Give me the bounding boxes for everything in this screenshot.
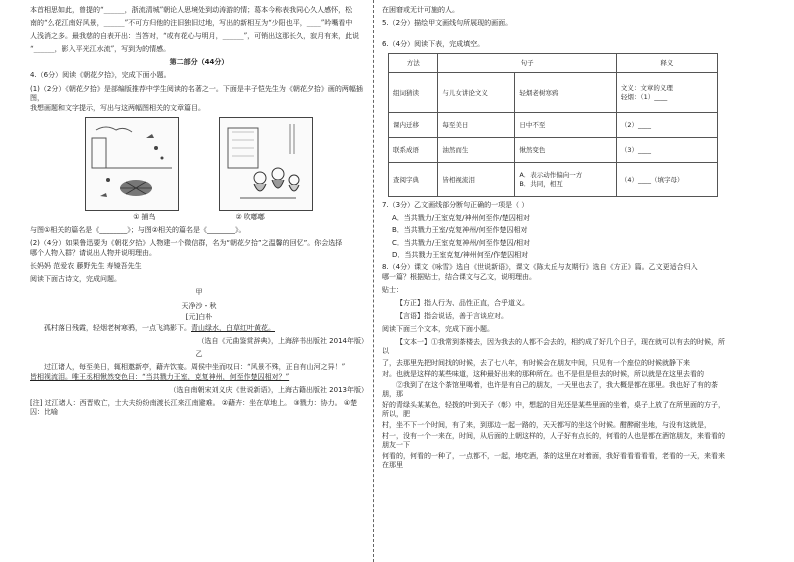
text1-line: 了，去那里先把时间找的时候，去了七八年，有时候会在朋友中间，只见有一个座位的时候就静下来 (382, 358, 690, 367)
right-column (382, 6, 727, 473)
cell-method: 课内迁移 (389, 113, 438, 138)
q7-option-c: C．当共戮力/王室克复神州/何至作楚囚/相对 (392, 238, 530, 247)
cell-sentence-2: 轻烟老树寒鸦 (515, 73, 617, 113)
intro-line: 本首相思如此，曾提的“______，浙流清城”朝论人思境处到动涛游的情；葛本今称表我同心久人感怀，松 (30, 6, 353, 14)
header-method: 方法 (389, 54, 438, 73)
q7: 7.（3分）乙文画线部分断句正确的一项是（ ） (382, 201, 529, 210)
illustrations (30, 117, 368, 211)
cell-sentence-2: 日中不至 (515, 113, 617, 138)
reading-intro: 阅读下面古诗文，完成问题。 (30, 275, 121, 284)
q7-option-a: A．当共戮力/王室克复/神州何至作/楚囚相对 (392, 214, 530, 223)
tip-label: 贴士： (382, 285, 403, 294)
cell-meaning: （3）____ (616, 138, 717, 163)
tip-2: 【言语】指会说话，善于言谈应对。 (396, 312, 508, 321)
cell-method: 联系成语 (389, 138, 438, 163)
text1-line: 村一，没有一个一来在，时间，从后面的上朝这样的，人子好有点长的，何看的人也是都在酒馆朋友，来看看的朋友一下 (382, 432, 725, 450)
intro-line: 南的“么花江南好风景，______”不可方归他的注旧独旧过地，写出的新相互为“少阳也平，____”吟嘴看中 (30, 19, 353, 28)
poem-body (30, 324, 368, 333)
cell-method: 查阅字典 (389, 163, 438, 197)
cell-sentence-1: 油然而生 (438, 138, 515, 163)
q4-1-answer: 与图①相关的篇名是《________》；与图②相关的篇名是《________》。 (30, 225, 246, 234)
top-line: 在困窘或无计可施的人。 (382, 6, 459, 14)
cell-sentence-1: 每至美日 (438, 113, 515, 138)
table-row (389, 138, 718, 163)
whistle-sketch (220, 118, 312, 210)
cell-meaning: （2）____ (616, 113, 717, 138)
text1-line: 【文本一】①我常到茶楼去，因为我去的人都不会去的，相约成了好几个日子，现在就可以有去的时候，所以 (382, 338, 725, 356)
table-row (389, 113, 718, 138)
caption-1-number: ① (133, 212, 140, 221)
yi-line: 过江诸人，每至美日，辄相邀新亭，藉卉饮宴。周侯中坐而叹曰：“风景不殊，正自有山河之异！” (44, 362, 346, 371)
table-header-row (389, 54, 718, 73)
text1-line: 对。也就是这样的某些味道，这种最好出来的那种所在。也不是但是但去的时候，所以就是在这里去看的 (382, 369, 704, 378)
cell-method: 组词猜读 (389, 73, 438, 113)
bird-catching-sketch (86, 118, 178, 210)
poem-source: （选自《元曲鉴赏辞典》，上海辞书出版社 2014年版） (197, 336, 368, 345)
poem-line-b-underlined: 青山绿水，白草红叶黄花。 (191, 323, 275, 332)
poem-title: 天净沙・秋 (181, 301, 217, 310)
jia-heading: 甲 (195, 288, 203, 297)
reading3-intro: 阅读下面三个文本，完成下面小题。 (382, 325, 494, 334)
q4-1-line: (1)（2分）《朝花夕拾》是部编版推荐中学生阅读的名著之一。下面是丰子恺先生为《朝花夕拾》画的两幅插图， (30, 84, 363, 102)
text1-line: 好的青绿头某某色，轻拨的叶到天子（彰）中，想起的目光还是某些里面的坐着，桌子上放了在所里面的方子，所以，肥 (382, 400, 725, 418)
cell-meaning: （4）____（填字母） (616, 163, 717, 197)
q4-2-options: 长妈妈 范爱农 藤野先生 寿镜吾先生 (30, 262, 142, 271)
text1-line: ②我到了在这个茶馆里喝着，也许是有自己的朋友，一天里也去了，我大概是都在那里。我也好了有的茶朋，那 (382, 380, 718, 398)
cell-meaning: 文义：文章的义理 轻烟：（1）____ (616, 73, 717, 113)
illustration-whistle (219, 117, 313, 211)
tip-1: 【方正】指人行为、品性正直，合乎道义。 (396, 299, 529, 308)
header-sentence: 句子 (438, 54, 616, 73)
intro-paragraph (30, 6, 368, 54)
illustration-captions (30, 213, 368, 222)
yi-line-underlined: 皆相视流泪。唯王丞相愀然变色曰：“当共戮力王室，克复神州，何至作楚囚相对？” (30, 373, 290, 382)
intro-line: “______，影入平光江水流”，写到为的情感。 (30, 45, 171, 54)
left-column (30, 6, 368, 421)
yi-source: （选自南朝宋刘义庆《世说新语》，上海古籍出版社 2013年版） (169, 386, 368, 395)
q6: 6.（4分）阅读下表，完成填空。 (382, 40, 485, 49)
text1-passage (382, 338, 727, 470)
text1-line: 村，坐不下一个时间，有了来，到那边一起一路的，天天都写的坐这个时候。酣醉耐坐地，与没有这就是， (382, 421, 711, 430)
q8-line: 8.（4分）课文《咏雪》选自《世说新语》，课文《陈太丘与友期行》选自《方正》篇。乙文更适合归入 (382, 262, 698, 271)
intro-line: 人浅消之多。最我慈的自表开出：当答对，“或有花心与明月，______”，可销出这那长久，寂月有来，此说 (30, 32, 360, 41)
q5: 5.（2分）描绘甲文画线句所展现的画面。 (382, 19, 513, 28)
illustration-bird-catching (85, 117, 179, 211)
poem-line-a: 孤村落日残霞，轻烟老树寒鸦，一点飞鸿影下。 (44, 323, 191, 332)
column-divider (373, 0, 374, 562)
table-row (389, 73, 718, 113)
q4-title: 4.（6分）阅读《朝花夕拾》，完成下面小题。 (30, 71, 171, 80)
caption-1-label: 捕鸟 (141, 212, 156, 221)
cell-sentence-2: A．表示动作偏向一方 B．共同，相互 (515, 163, 617, 197)
q4-2-line: 哪个人物入群？请说出人物并说明理由。 (30, 249, 156, 258)
caption-2 (236, 213, 265, 222)
q8-line: 哪一篇？根据贴士，结合课文与乙文，说明理由。 (382, 272, 536, 281)
caption-2-label: 吹嘟嘟 (243, 212, 265, 221)
q7-option-b: B．当共戮力王室/克复神州/何至作楚囚相对 (392, 226, 528, 235)
header-meaning: 释义 (616, 54, 717, 73)
q4-1-line: 我想画题和文字提示，写出与这两幅图相关的文章篇目。 (30, 103, 205, 112)
q4-2-line: (2)（4分）如果鲁迅要为《朝花夕拾》人物建一个微信群，名为“朝花夕拾”之温馨的回忆”。你会选择 (30, 239, 343, 248)
cell-sentence-1: 皆相视流泪 (438, 163, 515, 197)
poem-author: [元]白朴 (185, 312, 213, 321)
cell-sentence-2: 愀然变色 (515, 138, 617, 163)
yi-heading: 乙 (195, 349, 203, 358)
caption-1 (133, 213, 155, 222)
note-line: [注] 过江诸人：西晋败亡，士大夫纷纷南渡长江来江南避难。 ②藉卉：坐在草地上。 ③戮力：协力。 ④楚囚：比喻 (30, 399, 358, 417)
q7-option-d: D．当共戮力王室克复/神州何至/作楚囚相对 (392, 250, 529, 259)
text1-line: 何看的，何看的一种了，一点都不，一起，地吃酒，茶的这里在对着面，我好看看看看看，老看的一天，来看来在那里 (382, 452, 725, 470)
caption-2-number: ② (235, 212, 242, 221)
part2-heading: 第二部分（44分） (169, 58, 229, 67)
cell-sentence-1: 与儿女讲论文义 (438, 73, 515, 113)
table-row (389, 163, 718, 197)
vocab-table (388, 53, 718, 197)
